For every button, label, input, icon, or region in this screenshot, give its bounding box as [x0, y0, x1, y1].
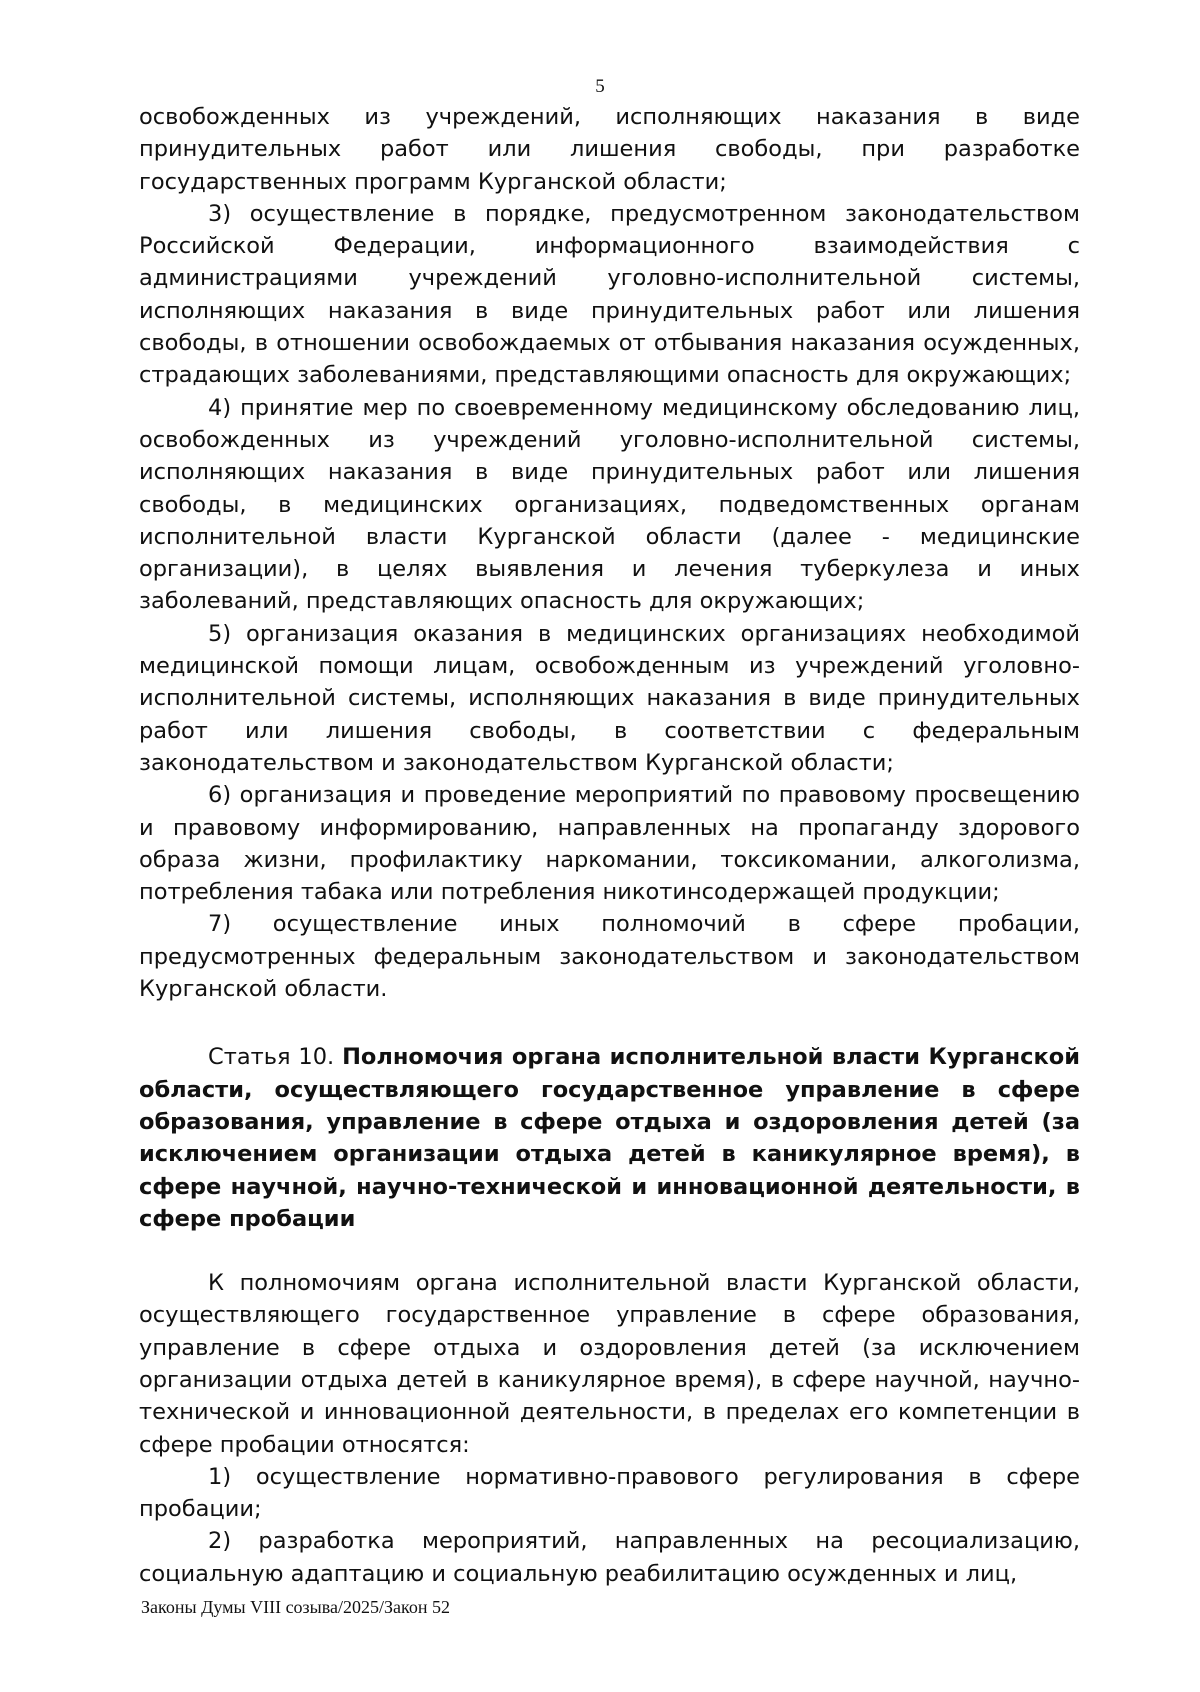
list-item-5: 5) организация оказания в медицинских организациях необходимой медицинской помощи лицам, освобожденным из учреждений уголовно-исполнительной системы, исполняющих наказания в виде принудительных работ или лишения свободы, в соответствии с федеральным законодательством и законодательством Курганской области; [139, 620, 1080, 776]
list-item-6: 6) организация и проведение мероприятий по правовому просвещению и правовому информированию, направленных на пропаганду здорового образа жизни, профилактику наркомании, токсикомании, алкоголизма, потребления табака или потребления никотинсодержащей продукции; [139, 782, 1080, 906]
article-intro-paragraph: К полномочиям органа исполнительной власти Курганской области, осуществляющего государственное управление в сфере образования, управление в сфере отдыха и оздоровления детей (за исключением организации отдыха детей в каникулярное время), в сфере научной, научно-технической и инновационной деятельности, в пределах его компетенции в сфере пробации относятся: [139, 1270, 1080, 1458]
document-footer: Законы Думы VIII созыва/2025/Закон 52 [141, 1597, 450, 1617]
document-body [139, 101, 1080, 1590]
article-list-item-2: 2) разработка мероприятий, направленных на ресоциализацию, социальную адаптацию и социальную реабилитацию осужденных и лиц, [139, 1528, 1080, 1587]
article-heading [139, 1041, 1080, 1235]
paragraph-continuation: освобожденных из учреждений, исполняющих наказания в виде принудительных работ или лишения свободы, при разработке государственных программ Курганской области; [139, 104, 1080, 195]
article-label: Статья 10. [208, 1044, 335, 1071]
list-item-3: 3) осуществление в порядке, предусмотренном законодательством Российской Федерации, информационного взаимодействия с администрациями учреждений уголовно-исполнительной системы, исполняющих наказания в виде принудительных работ или лишения свободы, в отношении освобождаемых от отбывания наказания осужденных, страдающих заболеваниями, представляющими опасность для окружающих; [139, 200, 1080, 389]
list-item-7: 7) осуществление иных полномочий в сфере пробации, предусмотренных федеральным законодательством и законодательством Курганской области. [139, 911, 1080, 1003]
list-item-4: 4) принятие мер по своевременному медицинскому обследованию лиц, освобожденных из учреждений уголовно-исполнительной системы, исполняющих наказания в виде принудительных работ или лишения свободы, в медицинских организациях, подведомственных органам исполнительной власти Курганской области (далее - медицинские организации), в целях выявления и лечения туберкулеза и иных заболеваний, представляющих опасность для окружающих; [139, 394, 1080, 615]
page-number: 5 [595, 76, 605, 97]
article-list-item-1: 1) осуществление нормативно-правового регулирования в сфере пробации; [139, 1463, 1080, 1523]
article-title: Полномочия органа исполнительной власти Курганской области, осуществляющего государственное управление в сфере образования, управление в сфере отдыха и оздоровления детей (за исключением организации отдыха детей в каникулярное время), в сфере научной, научно-технической и инновационной деятельности, в сфере пробации [139, 1044, 1080, 1232]
